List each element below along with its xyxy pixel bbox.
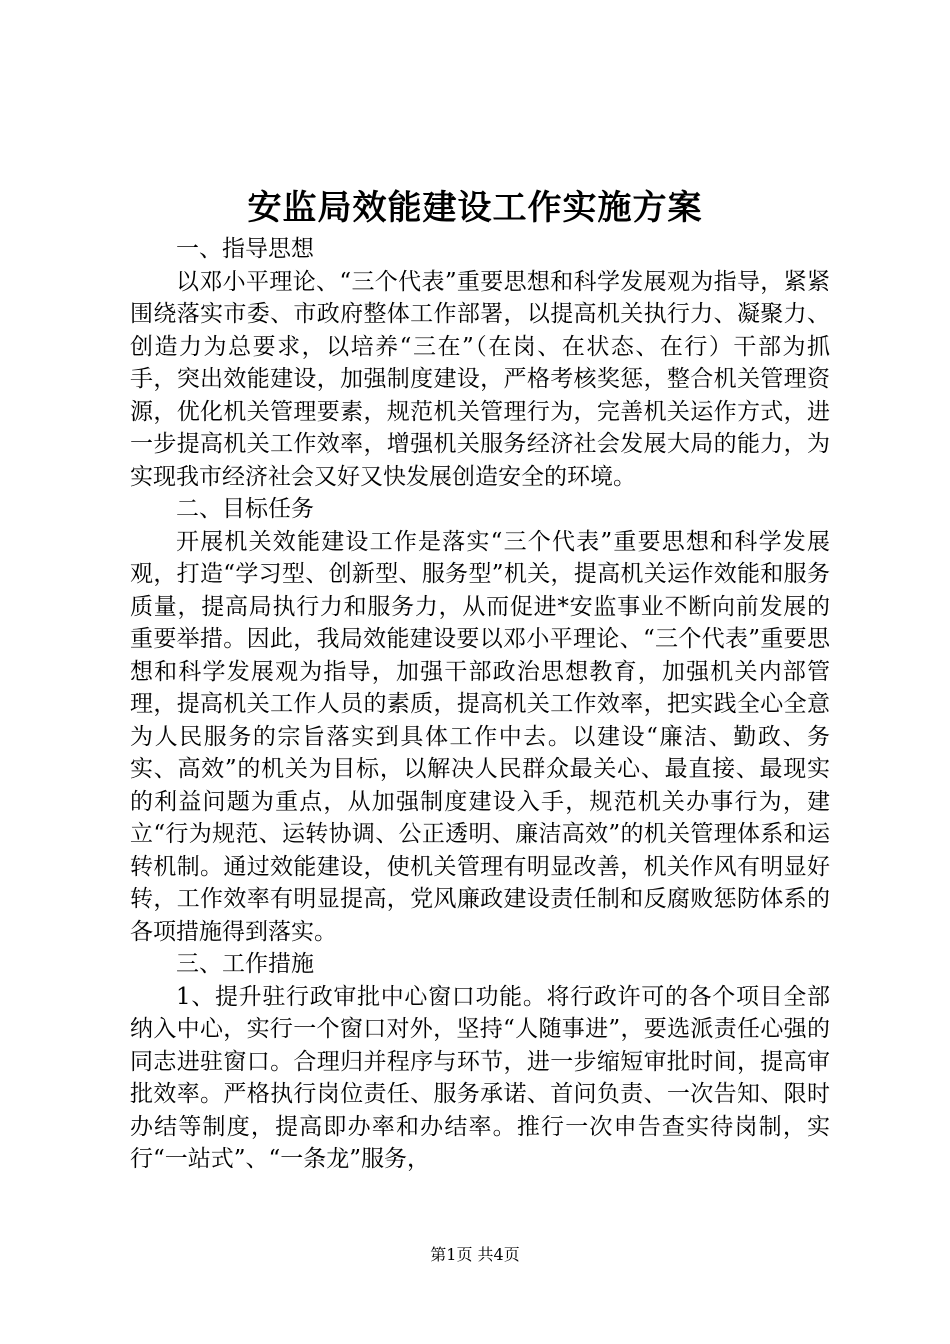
page-indicator: 第1页 共4页: [430, 1245, 520, 1264]
section-heading-goals-tasks: 二、目标任务: [176, 496, 314, 522]
document-body: [130, 233, 830, 1176]
document-title: 安监局效能建设工作实施方案: [247, 188, 703, 228]
section-heading-work-measures: 三、工作措施: [176, 951, 314, 977]
paragraph-goals-tasks: 开展机关效能建设工作是落实“三个代表”重要思想和科学发展观，打造“学习型、创新型、服务型”机关，提高机关运作效能和服务质量，提高局执行力和服务力，从而促进*安监事业不断向前发展的重要举措。因此，我局效能建设要以邓小平理论、“三个代表”重要思想和科学发展观为指导，加强干部政治思想教育，加强机关内部管理，提高机关工作人员的素质，提高机关工作效率，把实践全心全意为人民服务的宗旨落实到具体工作中去。以建设“廉洁、勤政、务实、高效”的机关为目标，以解决人民群众最关心、最直接、最现实的利益问题为重点，从加强制度建设入手，规范机关办事行为，建立“行为规范、运转协调、公正透明、廉洁高效”的机关管理体系和运转机制。通过效能建设，使机关管理有明显改善，机关作风有明显好转，工作效率有明显提高，党风廉政建设责任制和反腐败惩防体系的各项措施得到落实。: [130, 528, 830, 945]
section-heading-guiding-ideology: 一、指导思想: [176, 236, 314, 262]
paragraph-guiding-ideology: 以邓小平理论、“三个代表”重要思想和科学发展观为指导，紧紧围绕落实市委、市政府整体工作部署，以提高机关执行力、凝聚力、创造力为总要求，以培养“三在”（在岗、在状态、在行）干部为抓手，突出效能建设，加强制度建设，严格考核奖惩，整合机关管理资源，优化机关管理要素，规范机关管理行为，完善机关运作方式，进一步提高机关工作效率，增强机关服务经济社会发展大局的能力，为实现我市经济社会又好又快发展创造安全的环境。: [130, 268, 830, 490]
paragraph-work-measures-1: 1、提升驻行政审批中心窗口功能。将行政许可的各个项目全部纳入中心，实行一个窗口对外，坚持“人随事进”，要选派责任心强的同志进驻窗口。合理归并程序与环节，进一步缩短审批时间，提高审批效率。严格执行岗位责任、服务承诺、首问负责、一次告知、限时办结等制度，提高即办率和办结率。推行一次申告查实待岗制，实行“一站式”、“一条龙”服务，: [130, 983, 830, 1172]
